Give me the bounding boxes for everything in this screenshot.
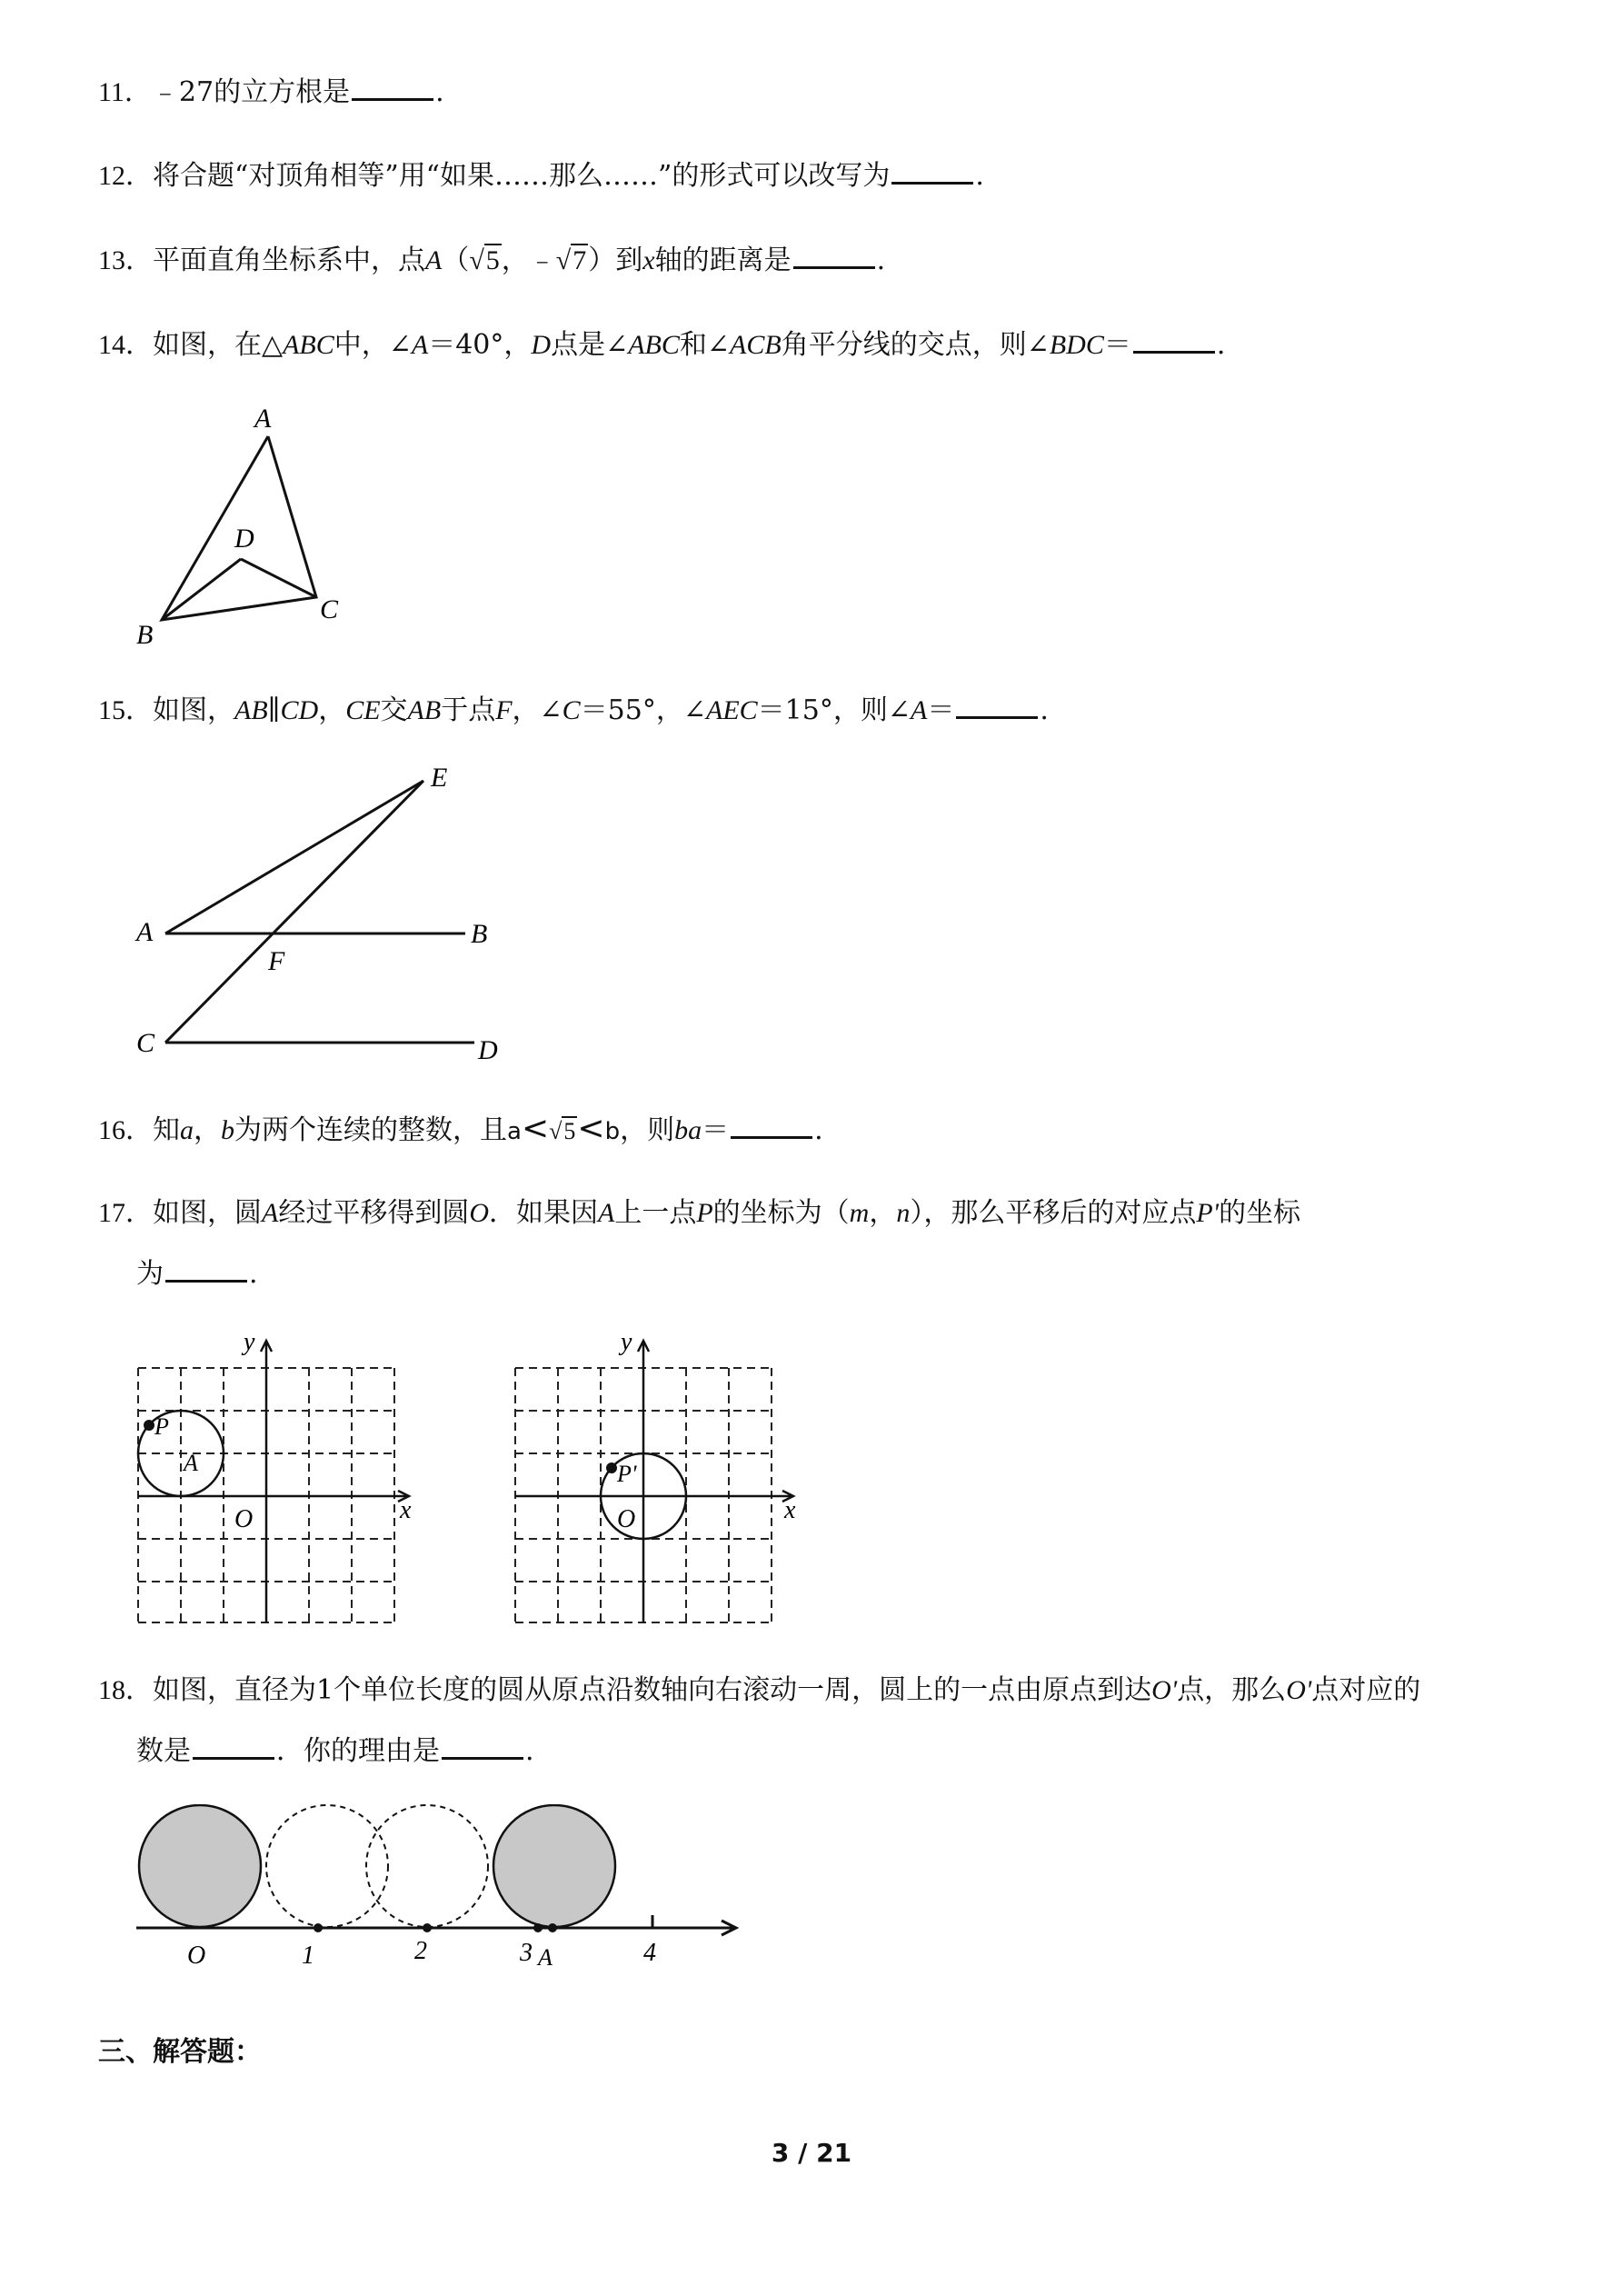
answer-blank[interactable] — [442, 1732, 523, 1760]
rolling-circle-figure — [127, 1804, 763, 1977]
label-f: F — [268, 946, 285, 976]
sqrt-expression: √7 — [555, 245, 587, 275]
question-13: 13．平面直角坐标系中，点A（√5，﹣√7）到x轴的距离是 . — [98, 241, 885, 279]
question-number: 15． — [98, 695, 153, 725]
page-number: 3 / 21 — [771, 2138, 852, 2168]
rolling-circle-1 — [266, 1805, 388, 1927]
answer-blank[interactable] — [165, 1254, 247, 1283]
label-d: D — [478, 1035, 498, 1065]
question-16: 16．知a，b为两个连续的整数，且a<√5<b，则ba＝ . — [98, 1110, 823, 1147]
point-a — [548, 1923, 557, 1932]
label-d: D — [234, 524, 254, 554]
answer-blank[interactable] — [1133, 325, 1215, 354]
rolling-circle-2 — [366, 1805, 488, 1927]
answer-blank[interactable] — [352, 73, 433, 101]
label-p: P — [154, 1413, 169, 1440]
label-c: C — [136, 1028, 155, 1058]
question-14: 14．如图，在△ABC中，∠A＝40°，D点是∠ABC和∠ACB角平分线的交点，则∠BDC＝ . — [98, 325, 1225, 364]
question-18-continued: 数是 ．你的理由是 . — [136, 1732, 534, 1770]
label-b: B — [471, 919, 488, 949]
question-number: 18． — [98, 1675, 153, 1705]
label-y: y — [621, 1328, 632, 1356]
label-4: 4 — [643, 1939, 656, 1967]
end-circle — [493, 1805, 615, 1927]
question-number: 17． — [98, 1198, 153, 1228]
question-number: 12． — [98, 161, 153, 191]
label-x: x — [784, 1496, 796, 1524]
answer-blank[interactable] — [891, 156, 973, 185]
label-a: A — [184, 1450, 198, 1476]
answer-blank[interactable] — [731, 1111, 812, 1139]
label-2: 2 — [414, 1937, 427, 1965]
start-circle — [139, 1805, 261, 1927]
label-1: 1 — [302, 1942, 314, 1970]
label-o: O — [617, 1505, 636, 1533]
triangle-figure — [127, 400, 391, 654]
question-12: 12．将合题“对顶角相等”用“如果……那么……”的形式可以改写为 . — [98, 156, 984, 195]
question-17-continued: 为 . — [136, 1254, 258, 1293]
label-y: y — [244, 1328, 255, 1356]
sqrt-expression: √5 — [469, 245, 500, 275]
question-text: ﹣27的立方根是 — [151, 76, 351, 108]
answer-blank[interactable] — [193, 1732, 274, 1760]
label-x: x — [400, 1496, 412, 1524]
question-text: 将合题“对顶角相等”用“如果……那么……”的形式可以改写为 — [153, 160, 891, 192]
parallel-lines-figure — [127, 759, 527, 1068]
question-number: 13． — [98, 245, 153, 275]
question-number: 11． — [98, 77, 152, 107]
label-a: A — [254, 404, 272, 434]
point-p-prime — [606, 1462, 617, 1473]
answer-blank[interactable] — [956, 691, 1038, 719]
question-11: 11．﹣27的立方根是 . — [98, 73, 444, 111]
point-2 — [423, 1923, 432, 1932]
label-c: C — [320, 594, 339, 624]
label-o: O — [234, 1505, 254, 1533]
label-b: B — [136, 620, 154, 650]
question-number: 16． — [98, 1115, 153, 1145]
label-p-prime: P' — [617, 1461, 637, 1487]
label-a: A — [136, 917, 154, 947]
section-header: 三、解答题： — [98, 2036, 262, 2068]
grid-figure-left — [127, 1327, 427, 1627]
label-a: A — [538, 1944, 553, 1971]
question-15: 15．如图，AB∥CD，CE交AB于点F，∠C＝55°，∠AEC＝15°，则∠A＝ . — [98, 691, 1049, 729]
label-e: E — [431, 763, 448, 793]
point-p — [144, 1420, 154, 1431]
bisector-cd — [241, 559, 316, 597]
question-18: 18．如图，直径为1个单位长度的圆从原点沿数轴向右滚动一周，圆上的一点由原点到达O'点，那么O'点对应的 — [98, 1674, 1421, 1706]
grid-figure-right — [504, 1327, 813, 1627]
answer-blank[interactable] — [793, 241, 875, 269]
inequality: a<√5<b — [507, 1110, 621, 1147]
label-o: O — [187, 1942, 206, 1970]
point-3 — [533, 1923, 543, 1932]
point-1 — [314, 1923, 323, 1932]
question-17: 17．如图，圆A经过平移得到圆O．如果因A上一点P的坐标为（m，n），那么平移后的对应点P'的坐标 — [98, 1197, 1301, 1229]
label-3: 3 — [520, 1939, 533, 1967]
question-number: 14． — [98, 330, 153, 360]
